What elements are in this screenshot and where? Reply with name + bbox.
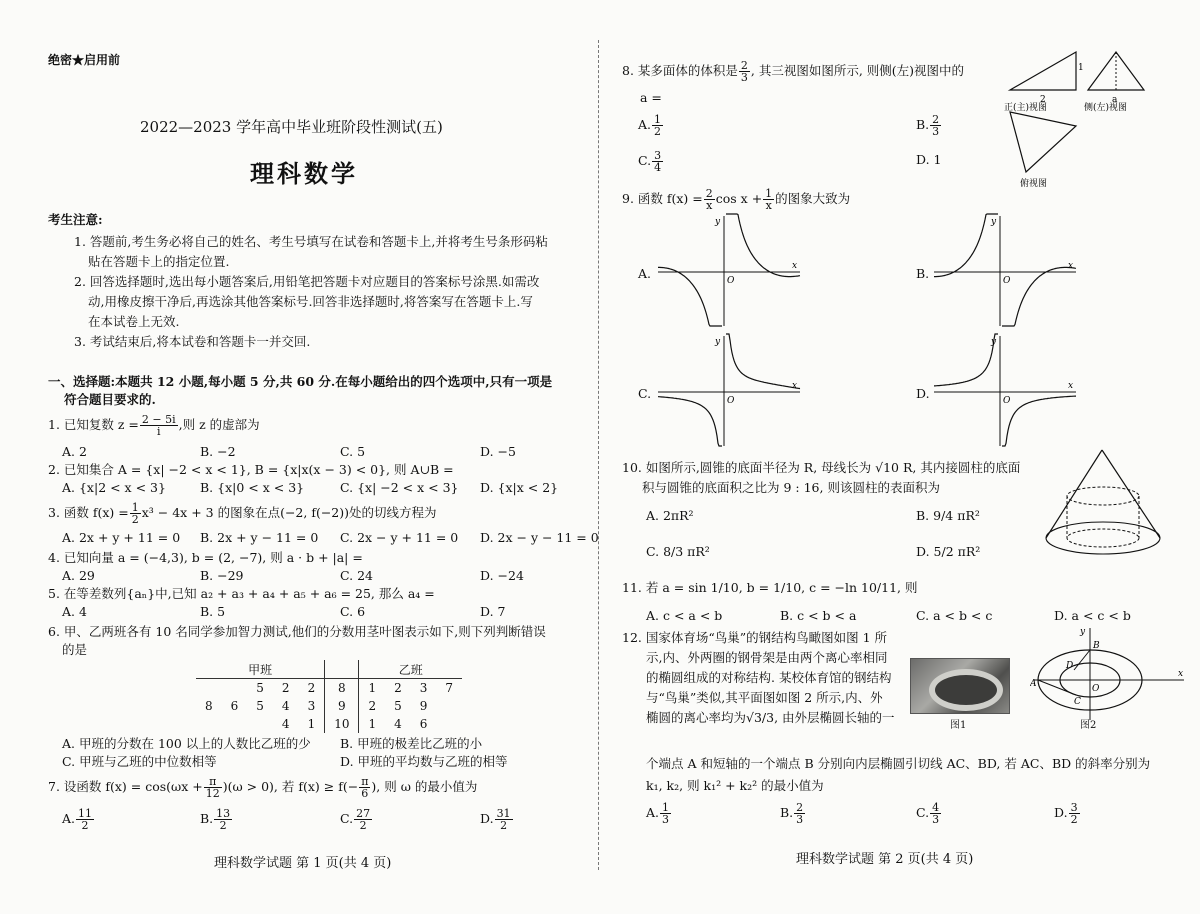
q6-option-b[interactable]: B. 甲班的极差比乙班的小 [340,736,483,751]
question-9: 9. 函数 f(x) = $\frac{2}{x}$ cos x + $\frac{1}{x}$ 的图象大致为 [622,187,851,212]
front-view-width-label: 2 [1040,95,1046,105]
question-11: 11. 若 a = sin 1/10, b = 1/10, c = −ln 10/11, 则 [622,580,918,595]
graph-curve-left [934,214,998,277]
q1-option-d[interactable]: D. −5 [480,444,516,459]
graph-y-label: y [715,217,721,227]
leaf-left: 4 [281,699,290,713]
q6-option-d[interactable]: D. 甲班的平均数与乙班的相等 [340,754,508,769]
question-6: 6. 甲、乙两班各有 10 名同学参加智力测试,他们的分数用茎叶图表示如下,则下列判断错误 [48,624,546,639]
leaf-left [196,715,222,733]
stem-header-left: 甲班 [196,660,325,679]
graph-a [654,212,804,328]
q12-option-a[interactable]: A. $\frac{1}{3}$ [646,801,670,826]
page-divider [598,40,599,870]
q5-option-b[interactable]: B. 5 [200,604,226,619]
stem-row [196,679,462,698]
q10-option-b[interactable]: B. 9/4 πR² [916,508,980,523]
graph-origin-label: O [727,396,735,406]
point-a-label: A [1030,679,1037,689]
q10-option-d[interactable]: D. 5/2 πR² [916,544,981,559]
graph-curve-right [1002,396,1076,446]
graph-y-label: y [991,337,997,347]
leaf-right: 3 [419,681,428,695]
leaf-left: 1 [307,717,316,731]
graph-curve-right [1002,267,1076,326]
q9-option-b[interactable]: B. [916,266,930,281]
section-heading-2: 符合题目要求的. [64,392,156,407]
q3-option-d[interactable]: D. 2x − y − 11 = 0 [480,530,599,545]
notes-list [74,232,548,352]
q7-option-b[interactable]: B. $\frac{13}{2}$ [200,807,231,832]
graph-d [930,332,1080,448]
leaf-left: 2 [281,681,290,695]
q6-option-a[interactable]: A. 甲班的分数在 100 以上的人数比乙班的少 [62,736,311,751]
leaf-right: 7 [445,681,454,695]
leaf-left [247,715,273,733]
leaf-right: 2 [368,699,377,713]
graph-x-label: x [1068,381,1074,391]
leaf-right [436,715,462,733]
question-8: 8. 某多面体的体积是 $\frac{2}{3}$ , 其三视图如图所示, 则侧(左)视图中的 [622,59,965,84]
q1-option-c[interactable]: C. 5 [340,444,366,459]
q3-option-a[interactable]: A. 2x + y + 11 = 0 [62,530,181,545]
leaf-left: 5 [256,699,264,713]
leaf-right: 6 [419,717,428,731]
graph-x-label: x [792,381,798,391]
q4-option-d[interactable]: D. −24 [480,568,524,583]
q11-option-a[interactable]: A. c < a < b [646,608,723,623]
q3-option-b[interactable]: B. 2x + y − 11 = 0 [200,530,319,545]
note-line: 贴在答题卡上的指定位置. [88,254,230,269]
leaf-left [196,679,222,698]
stem-leaf-plot [196,660,462,733]
question-8-a: a = [640,90,662,105]
q11-option-c[interactable]: C. a < b < c [916,608,993,623]
q4-option-c[interactable]: C. 24 [340,568,373,583]
footer-page-1: 理科数学试题 第 1 页(共 4 页) [214,856,392,871]
q9-option-d[interactable]: D. [916,386,930,401]
q12-line: 的椭圆组成的对称结构. 某校体育馆的钢结构 [646,670,892,685]
fig2-label: 图2 [1080,720,1097,731]
note-line: 在本试卷上无效. [88,314,180,329]
stadium-ring [929,669,1003,711]
leaf-left [222,715,248,733]
ellipse-figure [1030,624,1190,724]
y-axis-label: y [1080,627,1086,637]
q12-line: 12. 国家体育场“鸟巢”的钢结构鸟瞰图如图 1 所 [622,630,888,645]
tangent-bd [1074,650,1090,670]
q12-option-b[interactable]: B. $\frac{2}{3}$ [780,801,804,826]
leaf-right: 9 [419,699,428,713]
question-12 [622,628,895,728]
q8-option-c[interactable]: C. $\frac{3}{4}$ [638,149,662,174]
stem-header-right: 乙班 [359,660,462,679]
graph-curve-left [934,334,998,386]
stem-row [196,697,462,715]
q12-line: 椭圆的离心率均为√3/3, 由外层椭圆长轴的一 [646,710,895,725]
graph-origin-label: O [1003,396,1011,406]
question-6-cont: 的是 [62,642,88,657]
graph-origin-label: O [1003,276,1011,286]
q5-option-c[interactable]: C. 6 [340,604,366,619]
graph-x-label: x [792,261,798,271]
top-view-label: 俯视图 [1020,179,1048,189]
x-axis-label: x [1178,669,1184,679]
leaf-left: 4 [281,717,290,731]
graph-curve-right [726,214,800,277]
graph-c [654,332,804,448]
origin-label: O [1092,684,1100,694]
cylinder-top [1067,487,1139,505]
q10-option-c[interactable]: C. 8/3 πR² [646,544,710,559]
note-line: 2. 回答选择题时,选出每小题答案后,用铅笔把答题卡对应题目的答案标号涂黑.如需改 [74,274,540,289]
q12-line: 与“鸟巢”类似,其平面图如图 2 所示,内、外 [646,690,883,705]
point-d-label: D [1066,661,1074,671]
cone-figure [1040,446,1170,562]
graph-origin-label: O [727,276,735,286]
q2-option-b[interactable]: B. {x|0 < x < 3} [200,480,305,495]
q11-option-b[interactable]: B. c < b < a [780,608,857,623]
graph-b [930,212,1080,328]
stem-row [196,715,462,733]
point-c-label: C [1074,697,1081,707]
q9-option-c[interactable]: C. [638,386,652,401]
q12-option-c[interactable]: C. $\frac{4}{3}$ [916,801,940,826]
footer-page-2: 理科数学试题 第 2 页(共 4 页) [796,852,974,867]
question-12-line7: k₁, k₂, 则 k₁² + k₂² 的最小值为 [646,778,824,793]
exam-title: 2022—2023 学年高中毕业班阶段性测试(五) [140,118,443,136]
q8-option-d[interactable]: D. 1 [916,152,942,167]
note-line: 1. 答题前,考生务必将自己的姓名、考生号填写在试卷和答题卡上,并将考生号条形码粘 [74,234,548,249]
question-12-line6: 个端点 A 和短轴的一个端点 B 分别向内层椭圆引切线 AC、BD, 若 AC、BD 的斜率分别为 [646,756,1151,771]
leaf-left: 2 [307,681,316,695]
cylinder-bottom [1067,529,1139,547]
stem-value: 10 [325,715,359,733]
stem-value: 9 [325,697,359,715]
graph-curve-left [658,397,722,446]
q1-option-b[interactable]: B. −2 [200,444,236,459]
graph-curve-left [658,267,722,326]
q12-option-d[interactable]: D. $\frac{3}{2}$ [1054,801,1078,826]
front-view-height-label: 1 [1078,63,1084,73]
q7-option-a[interactable]: A. $\frac{11}{2}$ [62,807,93,832]
q12-line: 示,内、外两圈的钢骨架是由两个离心率相同 [646,650,888,665]
front-view-label: 正(主)视图 [1004,103,1048,113]
q2-option-c[interactable]: C. {x| −2 < x < 3} [340,480,459,495]
q5-option-a[interactable]: A. 4 [62,604,87,619]
cone-left-edge [1046,450,1102,538]
leaf-left: 3 [307,699,316,713]
q6-option-c[interactable]: C. 甲班与乙班的中位数相等 [62,754,217,769]
leaf-right: 2 [394,681,402,695]
q8-option-b[interactable]: B. $\frac{2}{3}$ [916,113,940,138]
top-view-triangle [1010,112,1076,172]
three-view-figure [1000,44,1180,194]
front-view-triangle [1010,52,1076,90]
note-line: 3. 考试结束后,将本试卷和答题卡一并交回. [74,334,311,349]
leaf-right: 5 [394,699,402,713]
leaf-right [436,697,462,715]
section-heading: 一、选择题:本题共 12 小题,每小题 5 分,共 60 分.在每小题给出的四个选项中,只有一项是 [48,374,553,389]
q4-option-b[interactable]: B. −29 [200,568,244,583]
question-7: 7. 设函数 f(x) = cos(ωx + $\frac{\pi}{12}$ )(ω > 0), 若 f(x) ≥ f(− $\frac{\pi}{6}$ ), 则 ω 的最小值为 [48,775,478,800]
bird-nest-photo [910,658,1010,714]
q7-option-c[interactable]: C. $\frac{27}{2}$ [340,807,371,832]
question-4: 4. 已知向量 a = (−4,3), b = (2, −7), 则 a · b + |a| = [48,550,363,565]
q10-option-a[interactable]: A. 2πR² [646,508,694,523]
graph-y-label: y [715,337,721,347]
question-10-cont: 积与圆锥的底面积之比为 9 : 16, 则该圆柱的表面积为 [642,480,940,495]
secret-label: 绝密★启用前 [48,53,121,67]
note-line: 动,用橡皮擦干净后,再选涂其他答案标号.回答非选择题时,将答案写在答题卡上.写 [88,294,533,309]
question-3: 3. 函数 f(x) = $\frac{1}{2}$ x³ − 4x + 3 的图象在点(−2, f(−2))处的切线方程为 [48,501,437,526]
q3-option-c[interactable]: C. 2x − y + 11 = 0 [340,530,459,545]
q1-option-a[interactable]: A. 2 [62,444,87,459]
q5-option-d[interactable]: D. 7 [480,604,506,619]
leaf-left: 5 [256,681,264,695]
q2-option-d[interactable]: D. {x|x < 2} [480,480,559,495]
graph-curve-right [726,334,800,389]
cone-base [1046,522,1160,554]
leaf-left [222,679,248,698]
question-10: 10. 如图所示,圆锥的底面半径为 R, 母线长为 √10 R, 其内接圆柱的底面 [622,460,1021,475]
tangent-ac [1038,680,1076,695]
stem-value: 8 [325,679,359,698]
leaf-left: 8 [205,699,213,713]
question-5: 5. 在等差数列{aₙ}中,已知 a₂ + a₃ + a₄ + a₅ + a₆ = 25, 那么 a₄ = [48,586,435,601]
side-view-a-label: a [1112,95,1118,105]
subject-title: 理科数学 [250,159,358,188]
graph-y-label: y [991,217,997,227]
question-2: 2. 已知集合 A = {x| −2 < x < 1}, B = {x|x(x − 3) < 0}, 则 A∪B = [48,462,454,477]
graph-x-label: x [1068,261,1074,271]
leaf-right: 4 [394,717,402,731]
cone-right-edge [1102,450,1160,538]
q7-option-d[interactable]: D. $\frac{31}{2}$ [480,807,511,832]
fig1-label: 图1 [950,720,967,731]
notes-heading: 考生注意: [48,212,103,227]
q4-option-a[interactable]: A. 29 [62,568,95,583]
leaf-right: 1 [368,681,377,695]
point-b-label: B [1093,641,1100,651]
leaf-left: 6 [230,699,239,713]
q9-option-a[interactable]: A. [638,266,652,281]
q11-option-d[interactable]: D. a < c < b [1054,608,1131,623]
q2-option-a[interactable]: A. {x|2 < x < 3} [62,480,166,495]
side-view-label: 侧(左)视图 [1084,103,1128,113]
question-1: 1. 已知复数 z = $\frac{2 - 5i}{i}$ ,则 z 的虚部为 [48,413,260,438]
q8-option-a[interactable]: A. $\frac{1}{2}$ [638,113,662,138]
leaf-right: 1 [368,717,377,731]
